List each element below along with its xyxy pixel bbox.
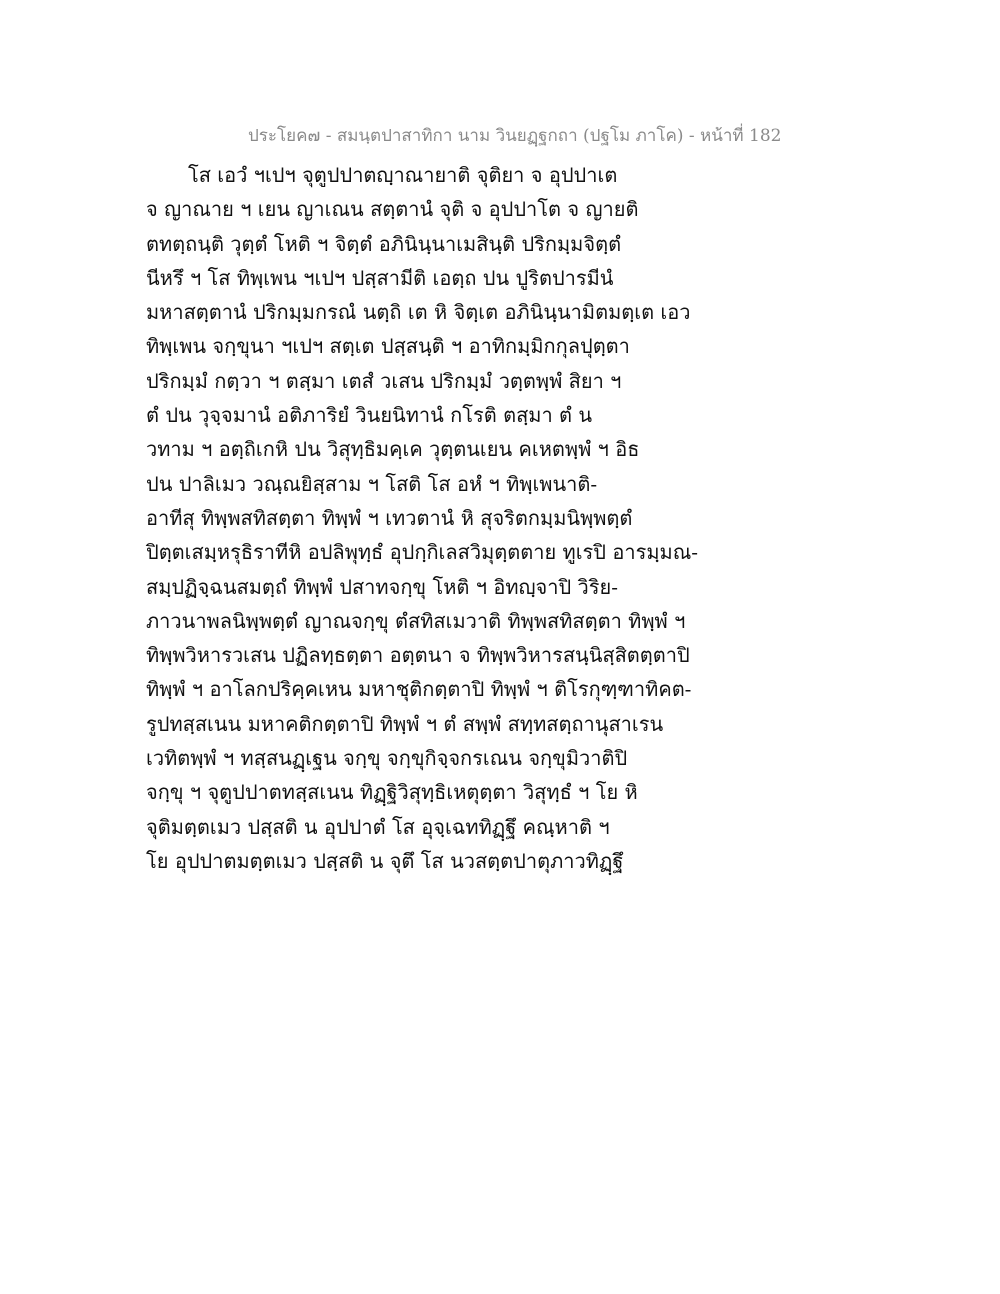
text-line: มหาสตฺตานํ ปริกมฺมกรณํ นตฺถิ เต หิ จิตฺเต อภินินฺนามิตมตฺเต เอว [146, 300, 691, 325]
text-line: อาทีสุ ทิพฺพสทิสตฺตา ทิพฺพํ ฯ เทวตานํ หิ สุจริตกมฺมนิพฺพตฺตํ [146, 505, 633, 530]
text-line: ทิพฺพํ ฯ อาโลกปริคฺคเหน มหาชุติกตฺตาปิ ทิพฺพํ ฯ ติโรกุฑฺฑาทิคต- [146, 677, 692, 702]
text-line: จุติมตฺตเมว ปสฺสติ น อุปปาตํ โส อุจฺเฉททิฏฺฐึ คณฺหาติ ฯ [146, 814, 610, 839]
text-line: โส เอวํ ฯเปฯ จุตูปปาตญฺาณายาติ จุติยา จ อุปปาเต [188, 163, 618, 187]
body-text [146, 158, 866, 878]
text-line: จกฺขุ ฯ จุตูปปาตทสฺสเนน ทิฏฺฐิวิสุทฺธิเหตุตฺตา วิสุทฺธํ ฯ โย หิ [146, 780, 638, 805]
text-line: ภาวนาพลนิพฺพตฺตํ ญาณจกฺขุ ตํสทิสเมวาติ ทิพฺพสทิสตฺตา ทิพฺพํ ฯ [146, 608, 686, 633]
text-line: ปิตฺตเสมฺหรุธิราทีหิ อปลิพุทฺธํ อุปกฺกิเลสวิมุตฺตตาย ทูเรปิ อารมฺมณ- [146, 540, 699, 565]
text-line: ปน ปาลิเมว วณฺณยิสฺสาม ฯ โสติ โส อหํ ฯ ทิพฺเพนาติ- [146, 471, 598, 496]
page-header: ประโยค๗ - สมนฺตปาสาทิกา นาม วินยฏฺฐกถา (ปฐโม ภาโค) - หน้าที่ 182 [248, 126, 782, 146]
text-line: วทาม ฯ อตฺถิเกหิ ปน วิสุทฺธิมคฺเค วุตฺตนเยน คเหตพฺพํ ฯ อิธ [146, 437, 640, 462]
text-line: ปริกมฺมํ กตฺวา ฯ ตสฺมา เตสํ วเสน ปริกมฺมํ วตฺตพฺพํ สิยา ฯ [146, 368, 622, 393]
text-line: เวทิตพฺพํ ฯ ทสฺสนฏฺเฐน จกฺขุ จกฺขุกิจฺจกรเณน จกฺขุมิวาติปิ [146, 746, 628, 771]
text-line: นีหรึ ฯ โส ทิพฺเพน ฯเปฯ ปสฺสามีติ เอตฺถ ปน ปูริตปารมีนํ [146, 265, 614, 290]
text-line: ตํ ปน วุจฺจมานํ อติภาริยํ วินยนิทานํ กโรติ ตสฺมา ตํ น [146, 403, 593, 428]
text-line: ทิพฺพวิหารวเสน ปฏิลทฺธตฺตา อตฺตนา จ ทิพฺพวิหารสนฺนิสฺสิตตฺตาปิ [146, 643, 690, 668]
text-line: ทิพฺเพน จกฺขุนา ฯเปฯ สตฺเต ปสฺสนฺติ ฯ อาทิกมฺมิกกุลปุตฺตา [146, 334, 630, 359]
text-line: จ ญาณาย ฯ เยน ญาเณน สตฺตานํ จุติ จ อุปปาโต จ ญายติ [146, 197, 639, 222]
text-line: รูปทสฺสเนน มหาคติกตฺตาปิ ทิพฺพํ ฯ ตํ สพฺพํ สทฺทสตฺถานุสาเรน [146, 711, 664, 736]
text-line: สมฺปฏิจฺฉนสมตฺถํ ทิพฺพํ ปสาทจกฺขุ โหติ ฯ อิทญฺจาปิ วิริย- [146, 574, 619, 599]
text-line: โย อุปปาตมตฺตเมว ปสฺสติ น จุตึ โส นวสตฺตปาตุภาวทิฏฺฐึ [146, 848, 624, 873]
text-line: ตทตฺถนฺติ วุตฺตํ โหติ ฯ จิตฺตํ อภินินฺนาเมสินฺติ ปริกมฺมจิตฺตํ [146, 231, 622, 256]
